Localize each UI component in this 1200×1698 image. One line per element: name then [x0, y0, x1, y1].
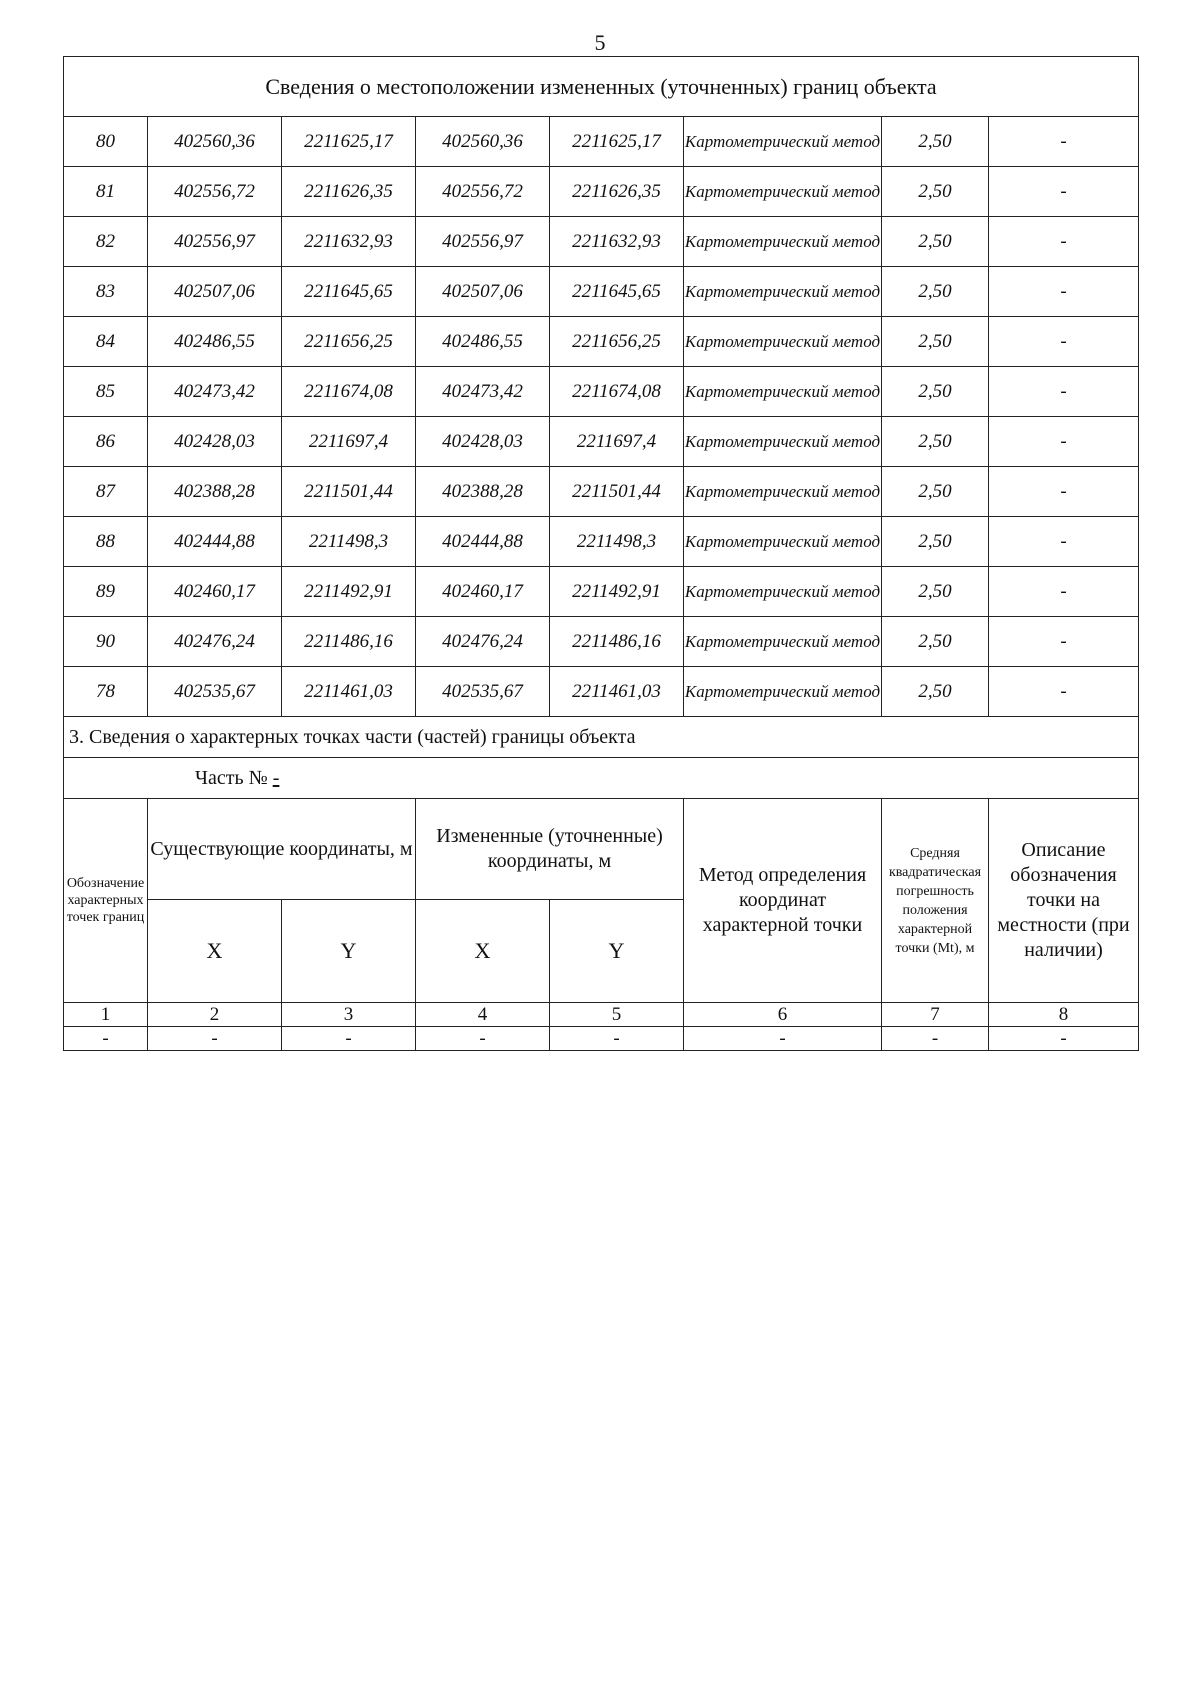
part-label: Часть №: [195, 766, 273, 789]
method-cell: Картометрический метод: [684, 467, 882, 517]
description-cell: -: [989, 267, 1139, 317]
point-number-cell: 89: [64, 567, 148, 617]
existing-y-cell: 2211461,03: [282, 667, 416, 717]
point-number-cell: 87: [64, 467, 148, 517]
changed-y-cell: 2211656,25: [550, 317, 684, 367]
empty-value-cell: -: [550, 1027, 684, 1051]
point-number-cell: 85: [64, 367, 148, 417]
column-number-cell: 7: [882, 1003, 989, 1027]
method-cell: Картометрический метод: [684, 517, 882, 567]
existing-x-cell: 402460,17: [148, 567, 282, 617]
column-number-cell: 3: [282, 1003, 416, 1027]
point-number-cell: 83: [64, 267, 148, 317]
mt-cell: 2,50: [882, 167, 989, 217]
changed-x-cell: 402428,03: [416, 417, 550, 467]
header-existing-x: X: [148, 900, 282, 1003]
changed-y-cell: 2211632,93: [550, 217, 684, 267]
changed-y-cell: 2211626,35: [550, 167, 684, 217]
mt-cell: 2,50: [882, 267, 989, 317]
existing-y-cell: 2211492,91: [282, 567, 416, 617]
existing-x-cell: 402388,28: [148, 467, 282, 517]
changed-x-cell: 402556,97: [416, 217, 550, 267]
table-row: [64, 367, 1139, 417]
table-row: [64, 517, 1139, 567]
existing-x-cell: 402535,67: [148, 667, 282, 717]
page-number: 5: [594, 30, 606, 55]
description-cell: -: [989, 167, 1139, 217]
method-cell: Картометрический метод: [684, 367, 882, 417]
table-row: [64, 617, 1139, 667]
point-number-cell: 78: [64, 667, 148, 717]
changed-y-cell: 2211498,3: [550, 517, 684, 567]
mt-cell: 2,50: [882, 467, 989, 517]
changed-y-cell: 2211461,03: [550, 667, 684, 717]
mt-cell: 2,50: [882, 417, 989, 467]
description-cell: -: [989, 117, 1139, 167]
existing-y-cell: 2211501,44: [282, 467, 416, 517]
existing-x-cell: 402507,06: [148, 267, 282, 317]
existing-x-cell: 402556,97: [148, 217, 282, 267]
description-cell: -: [989, 467, 1139, 517]
changed-x-cell: 402486,55: [416, 317, 550, 367]
point-number-cell: 88: [64, 517, 148, 567]
column-number-cell: 8: [989, 1003, 1139, 1027]
column-number-cell: 1: [64, 1003, 148, 1027]
header-changed-coords: Измененные (уточненные) координаты, м: [416, 799, 684, 900]
existing-y-cell: 2211656,25: [282, 317, 416, 367]
empty-value-cell: -: [64, 1027, 148, 1051]
existing-y-cell: 2211498,3: [282, 517, 416, 567]
changed-x-cell: 402507,06: [416, 267, 550, 317]
boundary-table: [63, 56, 1139, 1051]
existing-x-cell: 402476,24: [148, 617, 282, 667]
method-cell: Картометрический метод: [684, 567, 882, 617]
existing-x-cell: 402473,42: [148, 367, 282, 417]
section-title: Сведения о местоположении измененных (уточненных) границ объекта: [64, 57, 1139, 117]
changed-x-cell: 402460,17: [416, 567, 550, 617]
point-number-cell: 84: [64, 317, 148, 367]
table-row: [64, 567, 1139, 617]
table-row: [64, 467, 1139, 517]
existing-y-cell: 2211486,16: [282, 617, 416, 667]
table-row: [64, 117, 1139, 167]
changed-x-cell: 402556,72: [416, 167, 550, 217]
description-cell: -: [989, 667, 1139, 717]
method-cell: Картометрический метод: [684, 317, 882, 367]
existing-x-cell: 402428,03: [148, 417, 282, 467]
method-cell: Картометрический метод: [684, 117, 882, 167]
changed-x-cell: 402476,24: [416, 617, 550, 667]
changed-y-cell: 2211501,44: [550, 467, 684, 517]
column-number-cell: 4: [416, 1003, 550, 1027]
point-number-cell: 86: [64, 417, 148, 467]
description-cell: -: [989, 517, 1139, 567]
description-cell: -: [989, 617, 1139, 667]
mt-cell: 2,50: [882, 567, 989, 617]
table-row: [64, 667, 1139, 717]
changed-y-cell: 2211492,91: [550, 567, 684, 617]
method-cell: Картометрический метод: [684, 267, 882, 317]
empty-value-cell: -: [989, 1027, 1139, 1051]
description-cell: -: [989, 567, 1139, 617]
header-changed-x: X: [416, 900, 550, 1003]
existing-y-cell: 2211625,17: [282, 117, 416, 167]
section-3-title: 3. Сведения о характерных точках части (частей) границы объекта: [64, 717, 1139, 758]
header-description: Описание обозначения точки на местности (при наличии): [989, 799, 1139, 1003]
method-cell: Картометрический метод: [684, 417, 882, 467]
mt-cell: 2,50: [882, 517, 989, 567]
table-row: [64, 267, 1139, 317]
mt-cell: 2,50: [882, 667, 989, 717]
method-cell: Картометрический метод: [684, 217, 882, 267]
empty-value-cell: -: [684, 1027, 882, 1051]
description-cell: -: [989, 417, 1139, 467]
header-existing-coords: Существующие координаты, м: [148, 799, 416, 900]
existing-x-cell: 402556,72: [148, 167, 282, 217]
column-number-cell: 5: [550, 1003, 684, 1027]
method-cell: Картометрический метод: [684, 617, 882, 667]
table-row: [64, 217, 1139, 267]
table-row: [64, 1027, 1139, 1051]
changed-y-cell: 2211674,08: [550, 367, 684, 417]
changed-y-cell: 2211625,17: [550, 117, 684, 167]
empty-value-cell: -: [416, 1027, 550, 1051]
description-cell: -: [989, 317, 1139, 367]
existing-y-cell: 2211674,08: [282, 367, 416, 417]
changed-x-cell: 402444,88: [416, 517, 550, 567]
header-point-designation: Обозначение характерных точек границ: [64, 799, 148, 1003]
header-existing-y: Y: [282, 900, 416, 1003]
changed-x-cell: 402388,28: [416, 467, 550, 517]
changed-y-cell: 2211486,16: [550, 617, 684, 667]
header-method: Метод определения координат характерной точки: [684, 799, 882, 1003]
empty-value-cell: -: [282, 1027, 416, 1051]
existing-y-cell: 2211645,65: [282, 267, 416, 317]
changed-x-cell: 402560,36: [416, 117, 550, 167]
column-number-cell: 2: [148, 1003, 282, 1027]
mt-cell: 2,50: [882, 367, 989, 417]
description-cell: -: [989, 367, 1139, 417]
point-number-cell: 82: [64, 217, 148, 267]
mt-cell: 2,50: [882, 617, 989, 667]
method-cell: Картометрический метод: [684, 167, 882, 217]
table-row: [64, 417, 1139, 467]
description-cell: -: [989, 217, 1139, 267]
table-row: [64, 317, 1139, 367]
method-cell: Картометрический метод: [684, 667, 882, 717]
mt-cell: 2,50: [882, 117, 989, 167]
changed-y-cell: 2211697,4: [550, 417, 684, 467]
empty-value-cell: -: [882, 1027, 989, 1051]
table-row: [64, 167, 1139, 217]
header-changed-y: Y: [550, 900, 684, 1003]
point-number-cell: 90: [64, 617, 148, 667]
mt-cell: 2,50: [882, 217, 989, 267]
part-number-row: [64, 758, 1139, 799]
changed-x-cell: 402473,42: [416, 367, 550, 417]
point-number-cell: 81: [64, 167, 148, 217]
empty-value-cell: -: [148, 1027, 282, 1051]
existing-x-cell: 402444,88: [148, 517, 282, 567]
header-mt: Средняя квадратическая погрешность положения характерной точки (Mt), м: [882, 799, 989, 1003]
existing-y-cell: 2211626,35: [282, 167, 416, 217]
changed-x-cell: 402535,67: [416, 667, 550, 717]
existing-y-cell: 2211632,93: [282, 217, 416, 267]
column-number-cell: 6: [684, 1003, 882, 1027]
existing-y-cell: 2211697,4: [282, 417, 416, 467]
existing-x-cell: 402486,55: [148, 317, 282, 367]
point-number-cell: 80: [64, 117, 148, 167]
existing-x-cell: 402560,36: [148, 117, 282, 167]
mt-cell: 2,50: [882, 317, 989, 367]
changed-y-cell: 2211645,65: [550, 267, 684, 317]
part-value: -: [272, 766, 280, 789]
